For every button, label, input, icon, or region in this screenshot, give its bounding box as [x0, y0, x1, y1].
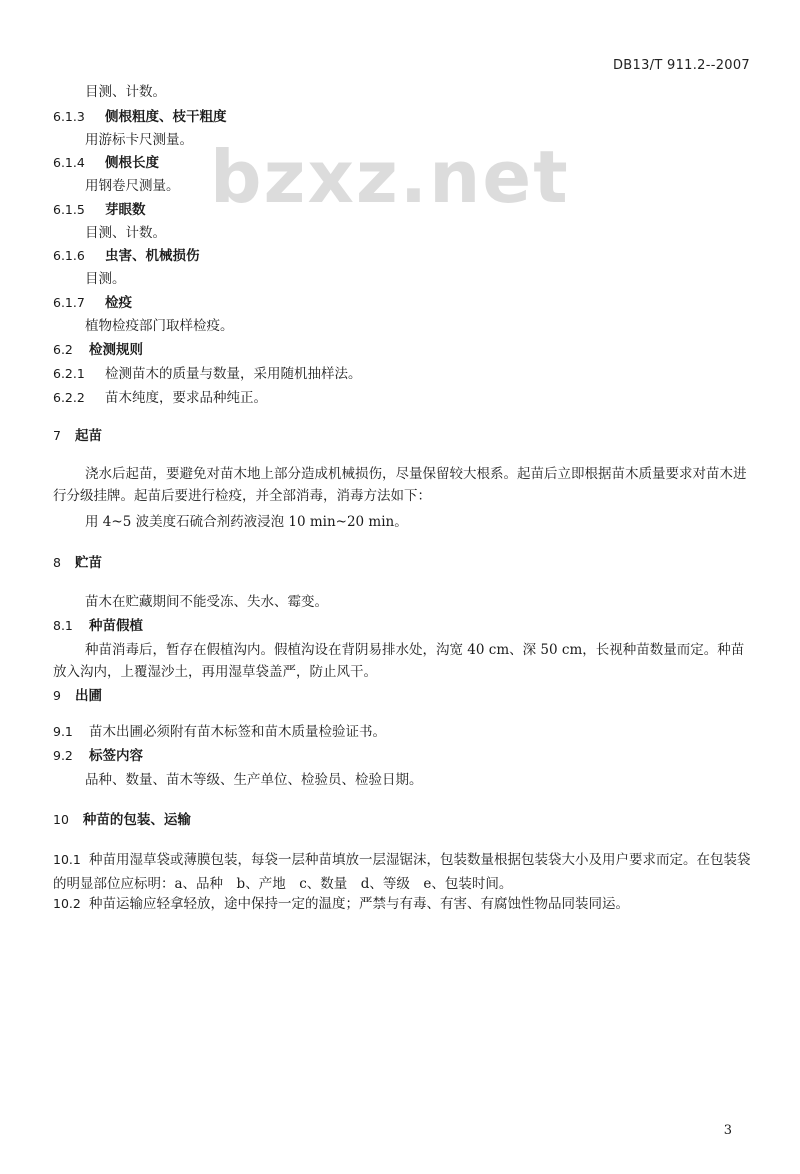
section-heading: 6.1.3 侧根粗度、枝干粗度 [53, 109, 227, 125]
body-text: 苗木在贮藏期间不能受冻、失水、霉变。 [85, 594, 328, 610]
body-text: 目测。 [85, 271, 126, 287]
body-text: 用钢卷尺测量。 [85, 178, 180, 194]
section-heading: 6.2 检测规则 [53, 342, 143, 358]
body-text: 植物检疫部门取样检疫。 [85, 318, 234, 334]
section-heading: 9.2 标签内容 [53, 748, 143, 764]
page-number: 3 [723, 1123, 732, 1138]
chapter-heading: 10 种苗的包装、运输 [53, 812, 191, 828]
chapter-heading: 8 贮苗 [53, 555, 102, 571]
section-heading: 6.1.4 侧根长度 [53, 155, 159, 171]
body-text: 品种、数量、苗木等级、生产单位、检验员、检验日期。 [85, 772, 423, 788]
chapter-heading: 7 起苗 [53, 428, 102, 444]
section-heading: 8.1 种苗假植 [53, 618, 143, 634]
body-text: 用 4~5 波美度石硫合剂药液浸泡 10 min~20 min。 [85, 514, 408, 530]
clause-text: 6.2.2 苗木纯度，要求品种纯正。 [53, 390, 267, 406]
section-heading: 6.1.5 芽眼数 [53, 202, 146, 218]
clause-text: 10.2 种苗运输应轻拿轻放，途中保持一定的温度；严禁与有毒、有害、有腐蚀性物品同装同运。 [53, 896, 629, 912]
body-paragraph: 种苗消毒后，暂存在假植沟内。假植沟设在背阴易排水处，沟宽 40 cm、深 50 cm，长视种苗数量而定。种苗放入沟内，上覆湿沙土，再用湿草袋盖严，防止风干。 [53, 642, 745, 680]
body-paragraph: 浇水后起苗，要避免对苗木地上部分造成机械损伤，尽量保留较大根系。起苗后立即根据苗木质量要求对苗木进行分级挂牌。起苗后要进行检疫，并全部消毒，消毒方法如下： [53, 466, 747, 504]
body-text: 用游标卡尺测量。 [85, 132, 193, 148]
clause-paragraph: 10.1 种苗用湿草袋或薄膜包装，每袋一层种苗填放一层湿锯沫，包装数量根据包装袋大小及用户要求而定。在包装袋的明显部位应标明：a、品种 b、产地 c、数量 d、等级 e、包装时间。 [53, 852, 751, 892]
section-heading: 6.1.6 虫害、机械损伤 [53, 248, 200, 264]
chapter-heading: 9 出圃 [53, 688, 102, 704]
document-id-header: DB13/T 911.2--2007 [612, 58, 750, 73]
watermark-text: bzxz.net [210, 135, 570, 219]
section-heading: 6.1.7 检疫 [53, 295, 132, 311]
clause-text: 6.2.1 检测苗木的质量与数量，采用随机抽样法。 [53, 366, 362, 382]
body-text: 目测、计数。 [85, 84, 166, 100]
body-text: 目测、计数。 [85, 225, 166, 241]
clause-text: 9.1 苗木出圃必须附有苗木标签和苗木质量检验证书。 [53, 724, 386, 740]
